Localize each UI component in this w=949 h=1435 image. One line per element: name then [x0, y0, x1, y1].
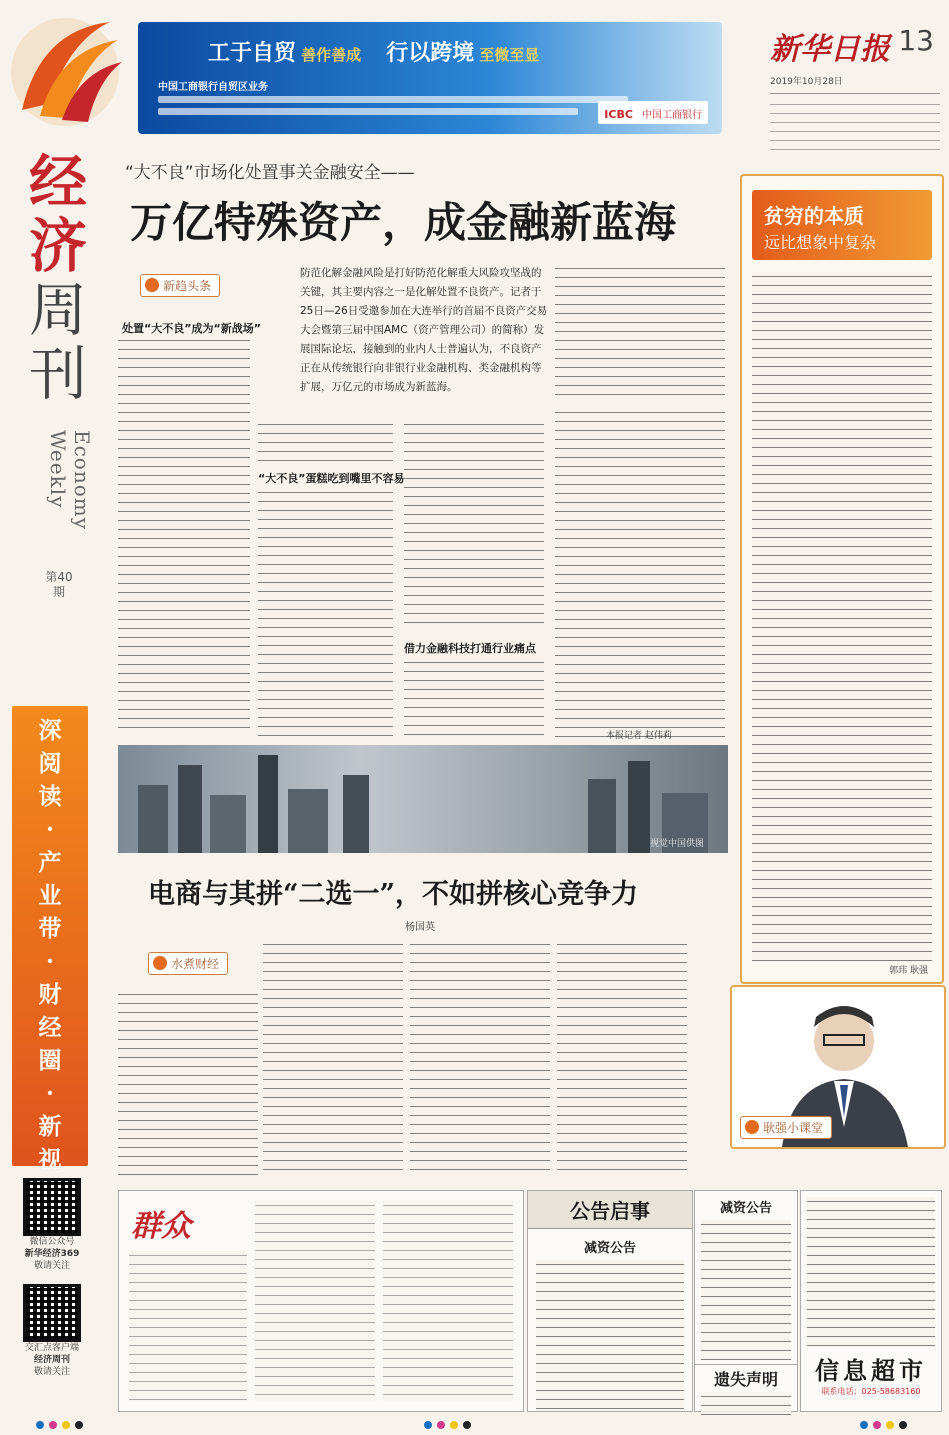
- article1-column-2: [258, 488, 393, 738]
- qr-caption: 交汇点客户端: [24, 1343, 79, 1353]
- issue-number: 第40期: [45, 570, 73, 599]
- notices-ad[interactable]: [527, 1190, 693, 1412]
- article1-subhead-1: 处置“大不良”成为“新战场”: [122, 322, 261, 335]
- article1-tag: 新趋头条: [140, 274, 220, 297]
- article2-body: [752, 272, 932, 962]
- qunzhong-logo: 群众: [131, 1209, 191, 1244]
- notice-body-3: [701, 1392, 791, 1416]
- article3-tag: 水煮财经: [148, 952, 228, 975]
- info-market-body: [807, 1197, 935, 1347]
- article1-photo: [118, 745, 728, 853]
- band-char: 财: [38, 981, 62, 1008]
- band-char: 经: [38, 1014, 62, 1041]
- article3-column-1: [118, 990, 258, 1178]
- bank-code: ICBC: [604, 108, 633, 121]
- band-char: 带: [38, 915, 62, 942]
- ad-text-line: [158, 108, 578, 115]
- bank-name: 中国工商银行: [642, 110, 702, 121]
- article3-byline: 杨国英: [405, 922, 435, 933]
- band-char: ·: [45, 1080, 54, 1107]
- article3-column-4: [557, 940, 687, 1178]
- page-number: 13: [898, 24, 934, 57]
- notice-loss-statement: 遗失声明: [695, 1364, 797, 1390]
- ad-text-line: [158, 96, 628, 103]
- article1-column-3: [404, 420, 544, 628]
- article3-column-2: [263, 940, 403, 1178]
- info-market-title: 信息超市: [815, 1356, 927, 1385]
- article2-kicker2: 远比想象中复杂: [764, 233, 877, 252]
- qr-code-icon[interactable]: [23, 1284, 81, 1342]
- photo-credit: 视觉中国供图: [649, 839, 704, 849]
- qr-follow: 敬请关注: [33, 1367, 70, 1377]
- band-char: 读: [38, 783, 62, 810]
- masthead-credits: [770, 100, 940, 154]
- section-title-char-1: 经: [28, 148, 87, 216]
- article1-subhead-2: “大不良”蛋糕吃到嘴里不容易: [258, 472, 405, 485]
- article1-lead: 防范化解金融风险是打好防范化解重大风险攻坚战的关键，其主要内容之一是化解处置不良资产。记者于25日—26日受邀参加在大连举行的首届不良资产交易大会暨第三届中国AMC（资产管理公司）的简称）发展国际论坛，接触到的业内人士普遍认为，不良资产正在从传统银行向非银行业金融机构、类金融机构等扩展，万亿元的市场成为新蓝海。: [300, 267, 548, 393]
- ad-slogan-2: 行以跨境: [386, 40, 475, 66]
- article1-column-4: [555, 408, 725, 738]
- band-char: 业: [38, 882, 62, 909]
- article3-column-3: [410, 940, 550, 1178]
- article1-subhead-3: 借力金融科技打通行业痛点: [404, 642, 536, 655]
- print-registration-marks: [860, 1414, 907, 1433]
- article1-column-1: [118, 336, 250, 736]
- ad-slogan-1: 工于自贸: [208, 40, 297, 66]
- info-market-phone: 联系电话：025-58683160: [821, 1387, 921, 1396]
- article2-box: [740, 174, 944, 984]
- section-title-char-4: 刊: [28, 340, 87, 408]
- ad-subtitle: 中国工商银行自贸区业务: [158, 82, 268, 93]
- notice-capital-reduction-1: 减资公告: [583, 1241, 636, 1256]
- paper-title: 新华日报: [770, 32, 890, 67]
- notice-body-2: [701, 1220, 791, 1360]
- portrait-tag: 耿强小课堂: [740, 1116, 832, 1139]
- band-char: 深: [38, 717, 62, 744]
- article2-kicker: 贫穷的本质: [764, 204, 864, 228]
- band-char: ·: [45, 816, 54, 843]
- qr-follow: 敬请关注: [33, 1261, 70, 1271]
- icbc-banner-ad[interactable]: [138, 22, 722, 134]
- swoosh-logo-icon: [0, 0, 130, 140]
- qr-name: 经济周刊: [33, 1355, 70, 1365]
- notice-body-1: [536, 1260, 684, 1410]
- section-title-char-3: 周: [28, 276, 87, 344]
- article1-column-3b: [404, 658, 544, 738]
- article1-headline: 万亿特殊资产，成金融新蓝海: [130, 198, 677, 247]
- section-title-char-2: 济: [28, 212, 87, 280]
- icbc-logo: [598, 101, 708, 124]
- article3-headline: 电商与其拼“二选一”，不如拼核心竞争力: [148, 879, 639, 910]
- print-registration-marks: [424, 1414, 471, 1433]
- masthead-rule: [770, 93, 940, 94]
- qr-caption: 微信公众号: [29, 1237, 75, 1247]
- qunzhong-list-2: [255, 1201, 375, 1401]
- ad-slogan-2b: 至微至显: [479, 46, 540, 64]
- info-market-ad[interactable]: [800, 1190, 942, 1412]
- qunzhong-list-1: [129, 1251, 247, 1401]
- masthead: [770, 24, 940, 174]
- ad-slogan-1b: 善作善成: [301, 46, 362, 64]
- section-logo: [0, 0, 130, 140]
- qunzhong-list-3: [383, 1201, 513, 1401]
- qr-block-wechat: [20, 1178, 84, 1272]
- notice-capital-reduction-2: 减资公告: [719, 1201, 772, 1216]
- section-english: Economy Weekly: [46, 430, 94, 531]
- slogan-band: [12, 706, 88, 1173]
- article1-column-4-top: [555, 264, 725, 399]
- band-char: 视: [38, 1146, 62, 1173]
- band-char: 产: [38, 849, 62, 876]
- qr-block-app: [20, 1284, 84, 1378]
- band-char: ·: [45, 948, 54, 975]
- notices-title: 公告启事: [528, 1191, 692, 1229]
- city-skyline-icon: [118, 745, 728, 853]
- issue-date: 2019年10月28日: [770, 77, 843, 87]
- band-char: 圈: [38, 1047, 62, 1074]
- article1-column-2-top: [258, 420, 393, 468]
- article1-author: 本报记者 赵伟莉: [606, 731, 672, 741]
- band-char: 阅: [38, 750, 62, 777]
- print-registration-marks: [36, 1414, 83, 1433]
- qr-code-icon[interactable]: [23, 1178, 81, 1236]
- author-portrait: [730, 985, 946, 1149]
- article2-header: [752, 190, 932, 260]
- band-char: 新: [38, 1113, 62, 1140]
- article2-author: 郭玮 耿强: [889, 966, 928, 976]
- article1-kicker: “大不良”市场化处置事关金融安全——: [125, 163, 415, 183]
- qunzhong-ad[interactable]: [118, 1190, 524, 1412]
- notice-column[interactable]: [694, 1190, 798, 1412]
- qr-name: 新华经济369: [24, 1249, 80, 1259]
